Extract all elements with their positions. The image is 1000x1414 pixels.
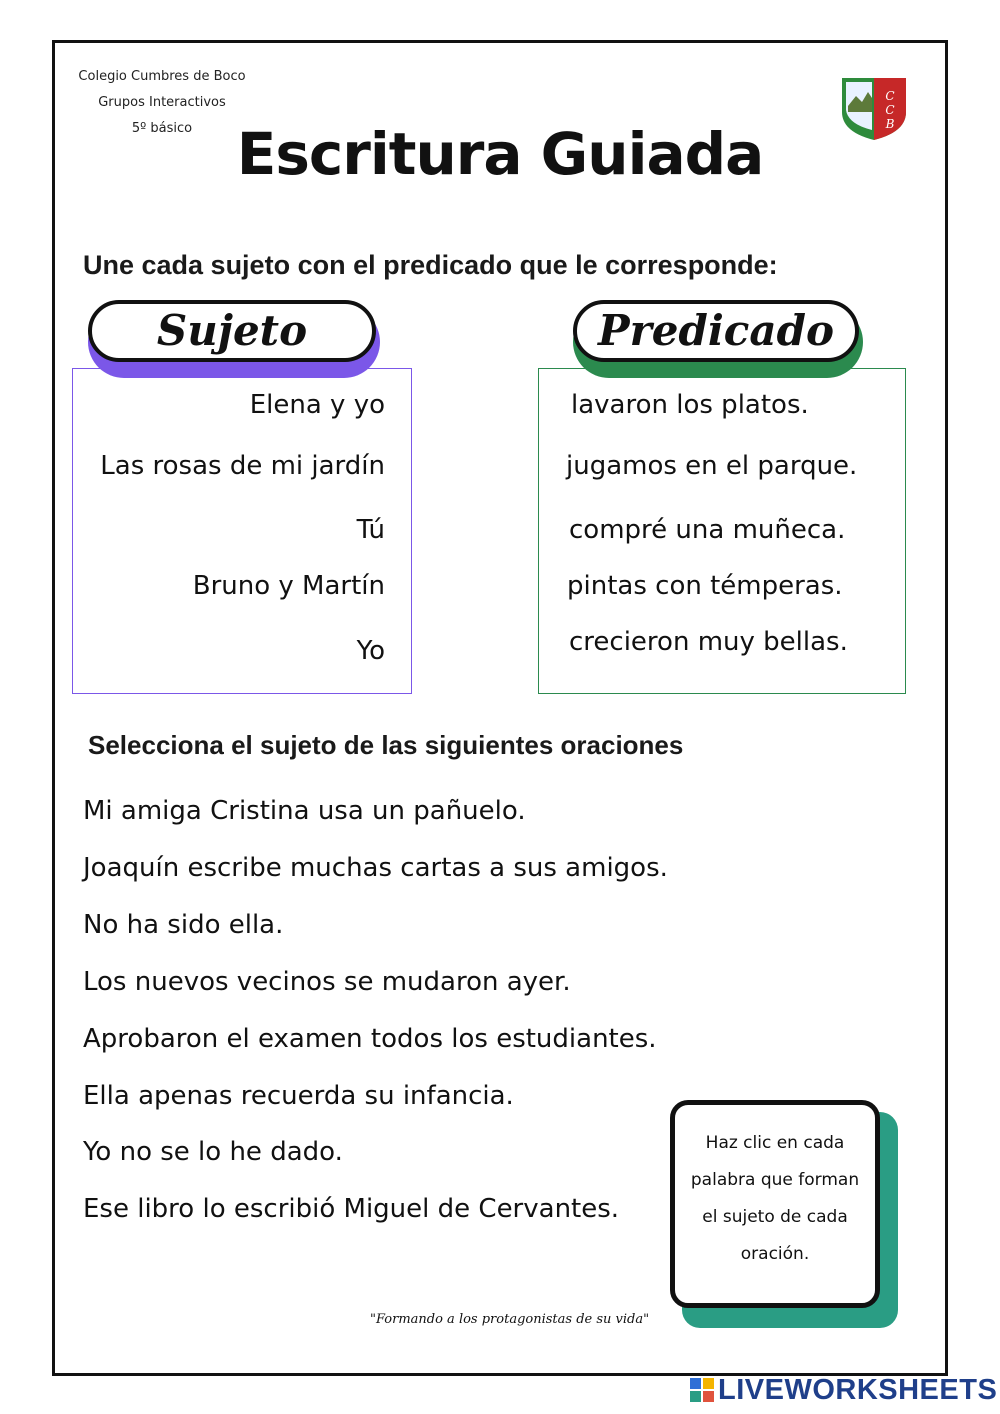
school-name: Colegio Cumbres de Boco bbox=[78, 69, 246, 84]
liveworksheets-brand[interactable]: LIVEWORKSHEETS bbox=[718, 1374, 998, 1406]
sentence-line[interactable]: Joaquín escribe muchas cartas a sus amigos. bbox=[83, 853, 668, 883]
svg-text:C: C bbox=[885, 89, 895, 103]
predicate-item[interactable]: crecieron muy bellas. bbox=[569, 627, 848, 657]
note-line: el sujeto de cada bbox=[702, 1207, 848, 1227]
predicate-header-label: Predicado bbox=[598, 306, 834, 355]
predicate-item[interactable]: lavaron los platos. bbox=[571, 390, 809, 420]
predicate-item[interactable]: jugamos en el parque. bbox=[566, 451, 858, 481]
sentence-line[interactable]: Los nuevos vecinos se mudaron ayer. bbox=[83, 967, 571, 997]
sentence-line[interactable]: Mi amiga Cristina usa un pañuelo. bbox=[83, 796, 526, 826]
note-line: Haz clic en cada bbox=[705, 1133, 845, 1153]
program-name: Grupos Interactivos bbox=[98, 95, 226, 110]
note-line: oración. bbox=[740, 1244, 810, 1264]
subject-item[interactable]: Elena y yo bbox=[249, 390, 385, 420]
subject-header bbox=[88, 300, 376, 362]
subject-header-label: Sujeto bbox=[156, 306, 308, 355]
sentence-line[interactable]: No ha sido ella. bbox=[83, 910, 284, 940]
grade-label: 5º básico bbox=[131, 121, 193, 136]
instruction-note bbox=[670, 1100, 880, 1308]
subject-item[interactable]: Yo bbox=[356, 636, 385, 666]
sentence-line[interactable]: Yo no se lo he dado. bbox=[83, 1137, 343, 1167]
subject-item[interactable]: Bruno y Martín bbox=[192, 571, 385, 601]
svg-text:B: B bbox=[885, 117, 895, 131]
predicate-item[interactable]: pintas con témperas. bbox=[567, 571, 843, 601]
page-title: Escritura Guiada bbox=[236, 120, 764, 188]
note-line: palabra que forman bbox=[690, 1170, 860, 1190]
sentence-line[interactable]: Ella apenas recuerda su infancia. bbox=[83, 1081, 514, 1111]
subject-item[interactable]: Las rosas de mi jardín bbox=[100, 451, 385, 481]
predicate-item[interactable]: compré una muñeca. bbox=[569, 515, 846, 545]
school-logo bbox=[838, 72, 910, 142]
sentence-line[interactable]: Ese libro lo escribió Miguel de Cervantes. bbox=[83, 1194, 620, 1224]
sentence-line[interactable]: Aprobaron el examen todos los estudiantes. bbox=[83, 1024, 657, 1054]
subject-item[interactable]: Tú bbox=[356, 515, 385, 545]
liveworksheets-logo-icon bbox=[690, 1378, 714, 1402]
predicate-header bbox=[573, 300, 859, 362]
match-instruction: Une cada sujeto con el predicado que le corresponde: bbox=[83, 250, 778, 280]
select-instruction: Selecciona el sujeto de las siguientes oraciones bbox=[88, 730, 684, 760]
school-motto: "Formando a los protagonistas de su vida" bbox=[370, 1312, 650, 1327]
svg-text:C: C bbox=[885, 103, 895, 117]
